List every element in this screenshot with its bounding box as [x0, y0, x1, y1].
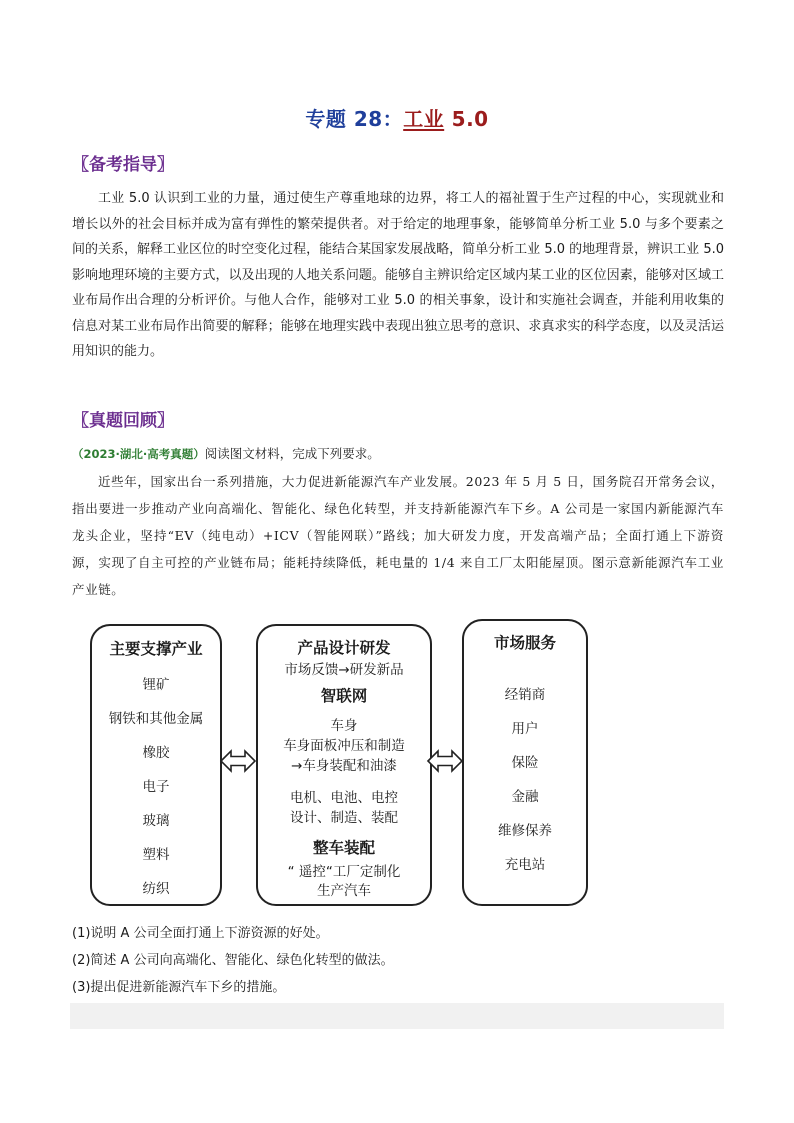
design-manufacturing-box	[256, 624, 432, 906]
design-line: 生产汽车	[317, 883, 371, 899]
question-1: (1)说明 A 公司全面打通上下游资源的好处。	[72, 926, 329, 941]
service-item: 维修保养	[498, 823, 552, 839]
market-services-title: 市场服务	[493, 634, 556, 652]
question-instruction: 阅读图文材料，完成下列要求。	[204, 446, 380, 461]
support-item: 橡胶	[142, 745, 170, 761]
double-arrow-icon	[426, 748, 464, 774]
service-item: 充电站	[504, 857, 546, 873]
material-text: 近些年，国家出台一系列措施，大力促进新能源汽车产业发展。2023 年 5 月 5 日，国务院召开常务会议，指出要进一步推动产业向高端化、智能化、绿色化转型，并支持新能源汽车下乡。A 公司是一家国内新能源汽车龙头企业，坚持“EV（纯电动）+ICV（智能网联）”路线；加大研发力度，开发高端产品；全面打通上下游资源，实现了自主可控的产业链布局；能耗持续降低，耗电量的 1/4 来自工厂太阳能屋顶。图示意新能源汽车工业产业链。	[72, 474, 724, 597]
title-version: 5.0	[444, 107, 489, 131]
support-item: 纺织	[142, 881, 170, 897]
answer-area	[70, 1003, 724, 1029]
support-item: 钢铁和其他金属	[108, 711, 204, 727]
support-industries-box	[90, 624, 222, 906]
design-line: 设计、制造、装配	[290, 810, 398, 826]
page-title	[0, 103, 794, 132]
design-line: “ 遥控“工厂定制化	[287, 864, 401, 880]
design-line: →车身装配和油漆	[291, 758, 397, 774]
design-line: 车身面板冲压和制造	[283, 738, 405, 754]
assembly-subtitle: 整车装配	[312, 839, 375, 857]
service-item: 用户	[511, 721, 539, 737]
support-item: 电子	[142, 779, 170, 795]
iov-subtitle: 智联网	[320, 687, 368, 705]
support-item: 锂矿	[142, 677, 170, 693]
design-line: 车身	[330, 718, 358, 734]
title-topic: 工业	[403, 107, 445, 131]
service-item: 金融	[511, 789, 539, 805]
service-item: 保险	[511, 755, 539, 771]
design-title: 产品设计研发	[297, 639, 391, 657]
question-2: (2)简述 A 公司向高端化、智能化、绿色化转型的做法。	[72, 953, 394, 968]
guide-text: 工业 5.0 认识到工业的力量，通过使生产尊重地球的边界，将工人的福祉置于生产过程的中心，实现就业和增长以外的社会目标并成为富有弹性的繁荣提供者。对于给定的地理事象，能够简单分析工业 5.0 与多个要素之间的关系，解释工业区位的时空变化过程，能结合某国家发展战略，简单分析工业 5.0 的地理背景，辨识工业 5.0 影响地理环境的主要方式，以及出现的人地关系问题。能够自主辨识给定区域内某工业的区位因素，能够对区域工业布局作出合理的分析评价。与他人合作，能够对工业 5.0 的相关事象，设计和实施社会调查，并能利用收集的信息对某工业布局作出简要的解释；能够在地理实践中表现出独立思考的意识、求真求实的科学态度，以及灵活运用知识的能力。	[72, 191, 724, 359]
design-line: 市场反馈→研发新品	[284, 662, 404, 678]
support-item: 塑料	[142, 847, 170, 863]
review-heading: 〖真题回顾〗	[72, 411, 174, 431]
question-source-line	[72, 444, 380, 462]
double-arrow-icon	[219, 748, 257, 774]
question-3: (3)提出促进新能源汽车下乡的措施。	[72, 980, 286, 995]
exam-source: （2023·湖北·高考真题）	[72, 447, 205, 461]
service-item: 经销商	[504, 687, 546, 703]
title-prefix: 专题 28：	[305, 107, 404, 131]
guide-heading: 〖备考指导〗	[72, 155, 174, 175]
support-industries-title: 主要支撑产业	[109, 640, 203, 658]
support-item: 玻璃	[142, 813, 170, 829]
market-services-box	[462, 619, 588, 906]
design-line: 电机、电池、电控	[290, 790, 398, 806]
